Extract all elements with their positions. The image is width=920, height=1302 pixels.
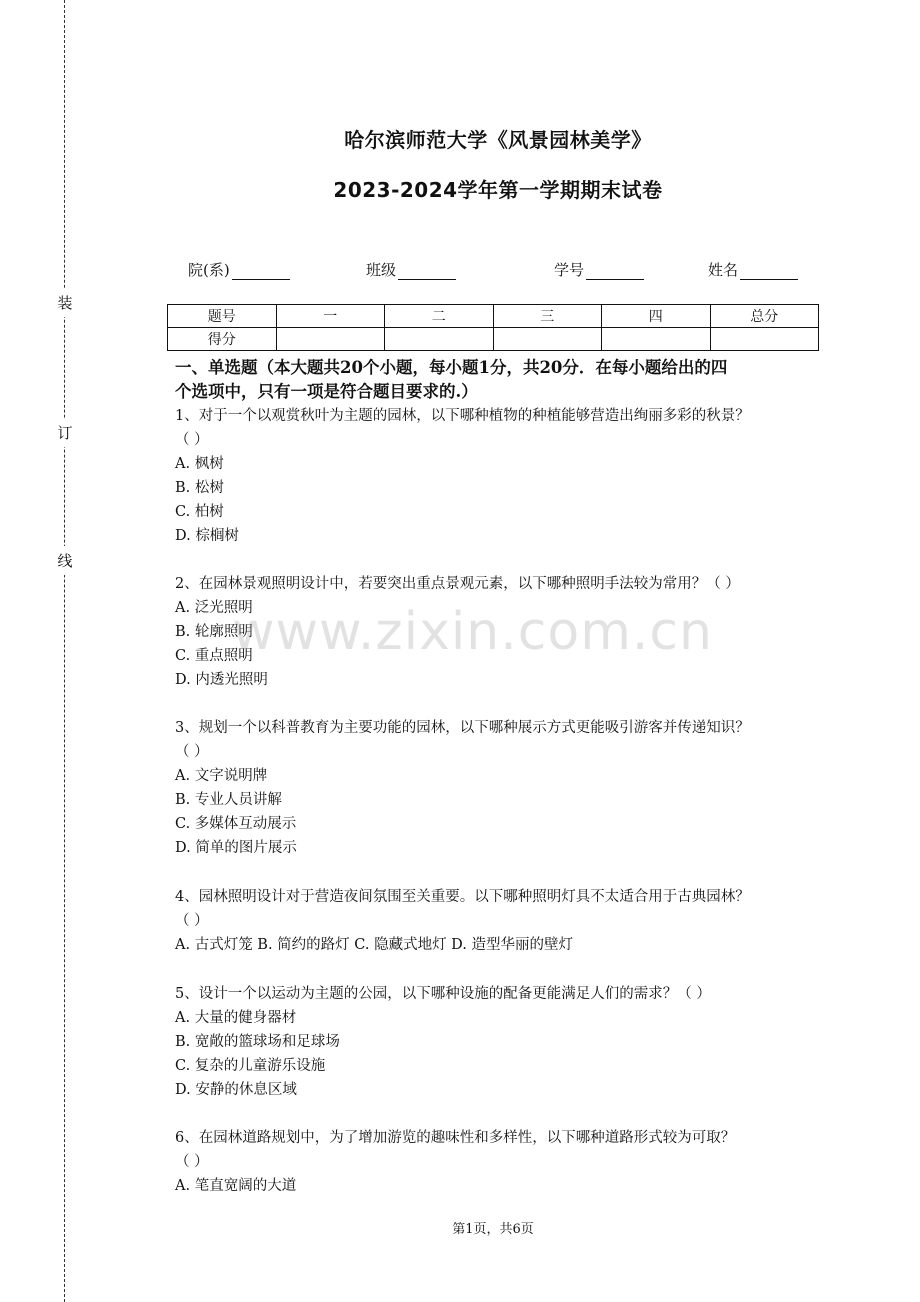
question-4-answer-paren: （ ）	[175, 913, 209, 929]
question-3-stem: 3、规划一个以科普教育为主要功能的园林，以下哪种展示方式更能吸引游客并传递知识？	[175, 720, 750, 736]
binding-char-xian: 线	[56, 546, 74, 575]
question-2-option-d[interactable]: D. 内透光照明	[175, 672, 268, 688]
question-5-option-d[interactable]: D. 安静的休息区域	[175, 1082, 297, 1098]
score-table-cell: 总分	[710, 305, 819, 328]
score-table-cell: 一	[276, 305, 385, 328]
score-table-cell: 得分	[168, 328, 277, 351]
dept-blank[interactable]	[232, 264, 290, 280]
question-1-answer-paren: （ ）	[175, 432, 209, 448]
score-input-cell[interactable]	[710, 328, 819, 351]
question-3-option-b[interactable]: B. 专业人员讲解	[175, 792, 282, 808]
section-title-line: 一、单选题（本大题共20个小题，每小题1分，共20分．在每小题给出的四	[175, 358, 728, 377]
question-1-option-c[interactable]: C. 柏树	[175, 504, 224, 520]
score-table-cell: 三	[493, 305, 602, 328]
question-1-option-b[interactable]: B. 松树	[175, 480, 224, 496]
exam-subtitle: 2023-2024学年第一学期期末试卷	[333, 178, 663, 202]
score-table-score-row	[168, 328, 819, 351]
question-5-option-a[interactable]: A. 大量的健身器材	[175, 1010, 297, 1026]
name-blank[interactable]	[740, 264, 798, 280]
question-5	[175, 982, 825, 1102]
student-id-label: 学号	[554, 261, 585, 279]
question-2-option-b[interactable]: B. 轮廓照明	[175, 624, 253, 640]
class-field[interactable]	[366, 259, 456, 280]
question-3-option-c[interactable]: C. 多媒体互动展示	[175, 816, 297, 832]
section-title-line: 个选项中，只有一项是符合题目要求的.）	[175, 382, 478, 401]
question-6-stem: 6、在园林道路规划中，为了增加游览的趣味性和多样性，以下哪种道路形式较为可取？	[175, 1130, 736, 1146]
dept-label: 院(系)	[188, 261, 230, 279]
question-3-option-a[interactable]: A. 文字说明牌	[175, 768, 268, 784]
score-table-cell: 四	[602, 305, 711, 328]
section-title	[175, 356, 825, 404]
question-5-option-c[interactable]: C. 复杂的儿童游乐设施	[175, 1058, 326, 1074]
question-4-stem: 4、园林照明设计对于营造夜间氛围至关重要。以下哪种照明灯具不太适合用于古典园林？	[175, 889, 750, 905]
question-1-stem: 1、对于一个以观赏秋叶为主题的园林，以下哪种植物的种植能够营造出绚丽多彩的秋景？	[175, 408, 750, 424]
watermark: www.zixin.com.cn	[232, 602, 713, 662]
page-footer: 第1页，共6页	[452, 1222, 534, 1237]
question-2-stem: 2、在园林景观照明设计中，若要突出重点景观元素，以下哪种照明手法较为常用？（ ）	[175, 576, 740, 592]
question-4-options[interactable]: A. 古式灯笼 B. 简约的路灯 C. 隐藏式地灯 D. 造型华丽的壁灯	[175, 937, 574, 953]
question-5-stem: 5、设计一个以运动为主题的公园，以下哪种设施的配备更能满足人们的需求？（ ）	[175, 986, 711, 1002]
binding-char-zhuang: 装	[56, 288, 74, 317]
score-table	[167, 304, 819, 351]
class-label: 班级	[366, 261, 397, 279]
name-field[interactable]	[708, 259, 798, 280]
question-6-option-a[interactable]: A. 笔直宽阔的大道	[175, 1178, 297, 1194]
score-table-cell: 题号	[168, 305, 277, 328]
binding-char-ding: 订	[56, 418, 74, 447]
dept-field[interactable]	[188, 259, 290, 280]
question-3-option-d[interactable]: D. 简单的图片展示	[175, 840, 297, 856]
score-input-cell[interactable]	[602, 328, 711, 351]
question-6	[175, 1126, 825, 1198]
class-blank[interactable]	[398, 264, 456, 280]
question-2-option-a[interactable]: A. 泛光照明	[175, 600, 253, 616]
student-id-blank[interactable]	[586, 264, 644, 280]
question-3	[175, 716, 825, 860]
score-input-cell[interactable]	[493, 328, 602, 351]
question-2-option-c[interactable]: C. 重点照明	[175, 648, 253, 664]
question-5-option-b[interactable]: B. 宽敞的篮球场和足球场	[175, 1034, 340, 1050]
question-3-answer-paren: （ ）	[175, 744, 209, 760]
student-id-field[interactable]	[554, 259, 644, 280]
score-table-header-row	[168, 305, 819, 328]
student-info-row	[0, 259, 920, 281]
question-1	[175, 404, 825, 548]
question-4	[175, 885, 825, 957]
question-1-option-d[interactable]: D. 棕榈树	[175, 528, 239, 544]
score-input-cell[interactable]	[385, 328, 494, 351]
question-1-option-a[interactable]: A. 枫树	[175, 456, 224, 472]
exam-title: 哈尔滨师范大学《风景园林美学》	[344, 128, 652, 152]
score-input-cell[interactable]	[276, 328, 385, 351]
name-label: 姓名	[708, 261, 739, 279]
question-6-answer-paren: （ ）	[175, 1154, 209, 1170]
score-table-cell: 二	[385, 305, 494, 328]
